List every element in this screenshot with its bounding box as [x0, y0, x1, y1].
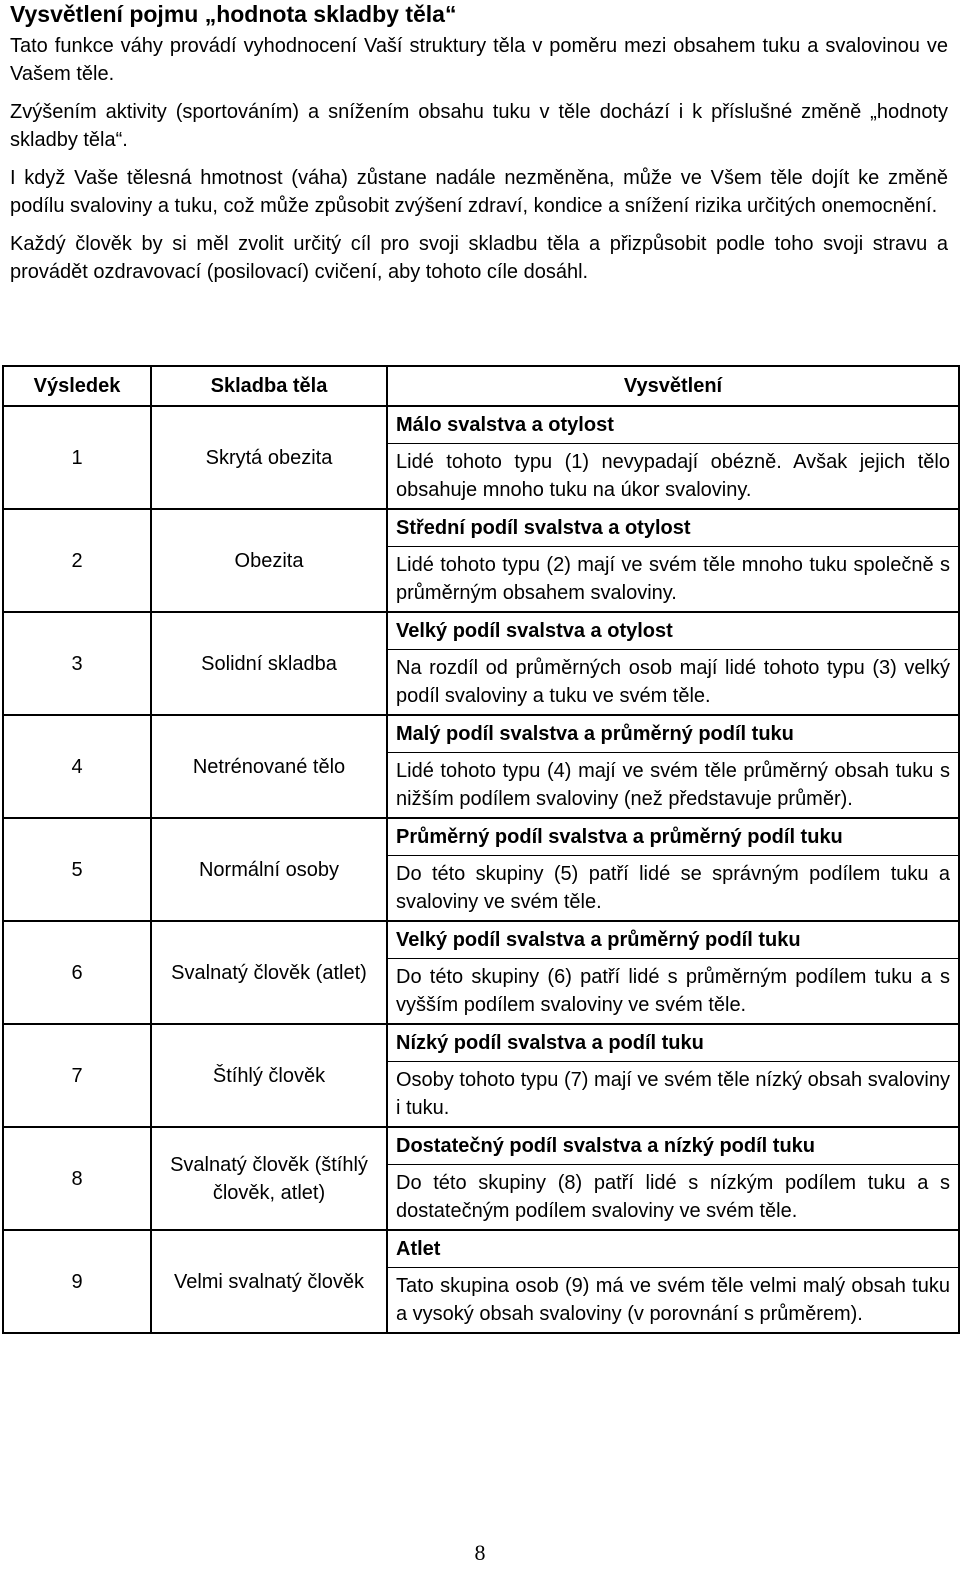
table-row: [3, 715, 959, 818]
explanation-title: Málo svalstva a otylost: [388, 407, 958, 444]
page-heading: Vysvětlení pojmu „hodnota skladby těla“: [10, 1, 457, 27]
result-cell: 9: [3, 1230, 151, 1333]
explanation-text: Na rozdíl od průměrných osob mají lidé tohoto typu (3) velký podíl svaloviny a tuku ve svém těle.: [396, 657, 950, 707]
explanation-cell: [387, 818, 959, 921]
explanation-text: Do této skupiny (6) patří lidé s průměrným podílem tuku a s vyšším podílem svaloviny ve svém těle.: [396, 966, 950, 1016]
explanation-title: Střední podíl svalstva a otylost: [388, 510, 958, 547]
table-row: [3, 406, 959, 509]
paragraph: Každý člověk by si měl zvolit určitý cíl pro svoji skladbu těla a přizpůsobit podle toho svoji stravu a provádět ozdravovací (posilovací) cvičení, aby tohoto cíle dosáhl.: [10, 233, 948, 283]
result-cell: 1: [3, 406, 151, 509]
explanation-title: Malý podíl svalstva a průměrný podíl tuku: [388, 716, 958, 753]
result-cell: 3: [3, 612, 151, 715]
paragraph: I když Vaše tělesná hmotnost (váha) zůstane nadále nezměněna, může ve Všem těle dojít ke změně podílu svaloviny a tuku, což může způsobit zvýšení zdraví, kondice a snížení rizika určitých onemocnění.: [10, 167, 948, 217]
body-composition-table: [2, 365, 960, 1334]
table-body: [3, 406, 959, 1333]
result-cell: 8: [3, 1127, 151, 1230]
result-cell: 6: [3, 921, 151, 1024]
composition-cell: Svalnatý člověk (štíhlý člověk, atlet): [151, 1127, 387, 1230]
explanation-cell: [387, 1024, 959, 1127]
table-row: [3, 612, 959, 715]
composition-cell: Obezita: [151, 509, 387, 612]
explanation-title: Atlet: [388, 1231, 958, 1268]
explanation-title: Dostatečný podíl svalstva a nízký podíl tuku: [388, 1128, 958, 1165]
explanation-cell: [387, 1230, 959, 1333]
intro-text: [10, 32, 948, 296]
result-cell: 2: [3, 509, 151, 612]
explanation-title: Nízký podíl svalstva a podíl tuku: [388, 1025, 958, 1062]
table-row: [3, 509, 959, 612]
composition-cell: Velmi svalnatý člověk: [151, 1230, 387, 1333]
explanation-text: Lidé tohoto typu (2) mají ve svém těle mnoho tuku společně s průměrným obsahem svaloviny.: [396, 554, 950, 604]
explanation-text: Osoby tohoto typu (7) mají ve svém těle nízký obsah svaloviny i tuku.: [396, 1069, 950, 1119]
paragraph: Zvýšením aktivity (sportováním) a snížením obsahu tuku v těle dochází i k příslušné změně „hodnoty skladby těla“.: [10, 101, 948, 151]
explanation-title: Velký podíl svalstva a průměrný podíl tuku: [388, 922, 958, 959]
explanation-cell: [387, 612, 959, 715]
explanation-cell: [387, 509, 959, 612]
result-cell: 7: [3, 1024, 151, 1127]
explanation-title: Velký podíl svalstva a otylost: [388, 613, 958, 650]
header-result: Výsledek: [3, 366, 151, 406]
header-composition: Skladba těla: [151, 366, 387, 406]
explanation-title: Průměrný podíl svalstva a průměrný podíl tuku: [388, 819, 958, 856]
explanation-text: Do této skupiny (8) patří lidé s nízkým podílem tuku a s dostatečným podílem svaloviny ve svém těle.: [396, 1172, 950, 1222]
explanation-text: Lidé tohoto typu (1) nevypadají obézně. Avšak jejich tělo obsahuje mnoho tuku na úkor svaloviny.: [396, 451, 950, 501]
table-row: [3, 1024, 959, 1127]
explanation-cell: [387, 406, 959, 509]
table-header-row: [3, 366, 959, 406]
result-cell: 5: [3, 818, 151, 921]
table-row: [3, 921, 959, 1024]
composition-cell: Solidní skladba: [151, 612, 387, 715]
explanation-text: Tato skupina osob (9) má ve svém těle velmi malý obsah tuku a vysoký obsah svaloviny (v porovnání s průměrem).: [396, 1275, 950, 1325]
composition-cell: Skrytá obezita: [151, 406, 387, 509]
explanation-text: Do této skupiny (5) patří lidé se správným podílem tuku a svaloviny ve svém těle.: [396, 863, 950, 913]
header-explanation: Vysvětlení: [387, 366, 959, 406]
explanation-cell: [387, 715, 959, 818]
composition-cell: Štíhlý člověk: [151, 1024, 387, 1127]
table-row: [3, 1127, 959, 1230]
composition-cell: Netrénované tělo: [151, 715, 387, 818]
composition-cell: Svalnatý člověk (atlet): [151, 921, 387, 1024]
table-row: [3, 1230, 959, 1333]
explanation-text: Lidé tohoto typu (4) mají ve svém těle průměrný obsah tuku s nižším podílem svaloviny (než představuje průměr).: [396, 760, 950, 810]
paragraph: Tato funkce váhy provádí vyhodnocení Vaší struktury těla v poměru mezi obsahem tuku a svalovinou ve Vašem těle.: [10, 35, 948, 85]
explanation-cell: [387, 1127, 959, 1230]
composition-cell: Normální osoby: [151, 818, 387, 921]
table-row: [3, 818, 959, 921]
page-number: 8: [474, 1540, 486, 1565]
explanation-cell: [387, 921, 959, 1024]
result-cell: 4: [3, 715, 151, 818]
